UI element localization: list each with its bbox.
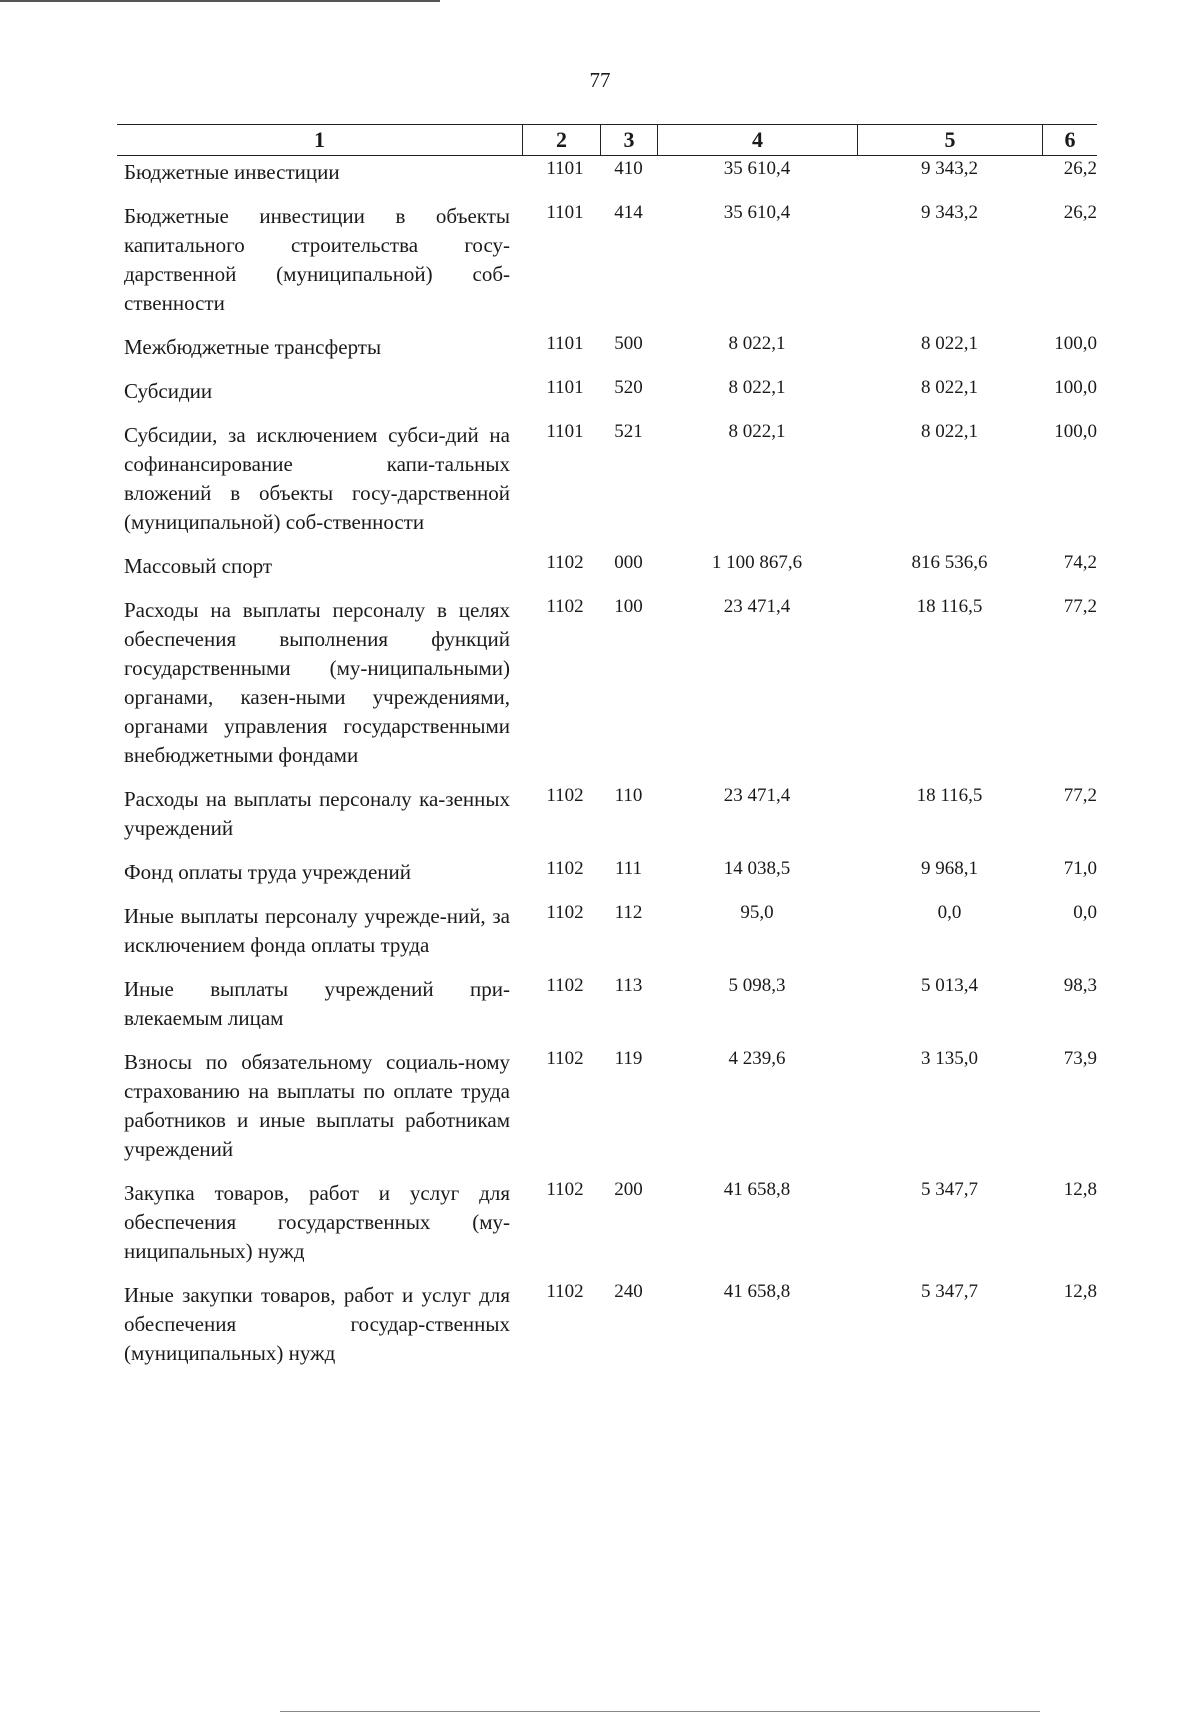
table-row <box>117 902 1097 960</box>
row-executed: 9 343,2 <box>921 202 978 223</box>
row-planned: 35 610,4 <box>723 202 791 223</box>
table-row <box>117 202 1097 318</box>
row-code: 119 <box>614 1048 643 1069</box>
row-executed: 8 022,1 <box>921 377 978 398</box>
row-section: 1101 <box>546 333 584 354</box>
row-executed: 5 347,7 <box>921 1281 978 1302</box>
row-section: 1102 <box>546 552 584 573</box>
row-planned: 5 098,3 <box>728 975 786 996</box>
row-percent: 100,0 <box>1054 377 1097 398</box>
row-section: 1102 <box>546 785 584 806</box>
table-row <box>117 552 1097 581</box>
row-executed: 0,0 <box>937 902 962 923</box>
row-name: Массовый спорт <box>124 554 273 578</box>
table-row <box>117 333 1097 362</box>
row-executed: 8 022,1 <box>921 421 978 442</box>
row-percent: 100,0 <box>1054 333 1097 354</box>
row-section: 1101 <box>546 421 584 442</box>
row-percent: 26,2 <box>1063 158 1097 179</box>
table-row <box>117 377 1097 406</box>
row-executed: 9 343,2 <box>921 158 978 179</box>
row-percent: 71,0 <box>1063 858 1097 879</box>
row-code: 100 <box>614 596 643 617</box>
row-name: Расходы на выплаты персоналу ка-зенных учреждений <box>124 787 510 840</box>
table-body <box>117 158 1097 1368</box>
row-planned: 23 471,4 <box>723 785 791 806</box>
row-planned: 41 658,8 <box>723 1179 791 1200</box>
table-row <box>117 975 1097 1033</box>
top-scan-border <box>0 0 440 2</box>
row-code: 113 <box>614 975 643 996</box>
row-name: Фонд оплаты труда учреждений <box>124 860 411 884</box>
row-percent: 12,8 <box>1063 1281 1097 1302</box>
row-code: 110 <box>614 785 643 806</box>
table-row <box>117 858 1097 887</box>
header-col-4: 4 <box>657 125 857 155</box>
table-row <box>117 1179 1097 1266</box>
row-code: 240 <box>614 1281 643 1302</box>
row-code: 410 <box>614 158 643 179</box>
row-planned: 95,0 <box>740 902 774 923</box>
row-name: Субсидии, за исключением субси-дий на софинансирование капи-тальных вложений в объекты госу-дарственной (муниципальной) соб-ственности <box>124 423 510 534</box>
table-row <box>117 158 1097 187</box>
row-executed: 18 116,5 <box>916 596 983 617</box>
row-code: 111 <box>614 858 643 879</box>
row-percent: 74,2 <box>1063 552 1097 573</box>
row-name: Расходы на выплаты персоналу в целях обеспечения выполнения функций государственными (му-ниципальными) органами, казен-ными учреждениями, органами управления государственными внебюджетными фондами <box>124 598 510 767</box>
table-row <box>117 421 1097 537</box>
row-executed: 3 135,0 <box>921 1048 978 1069</box>
row-name: Субсидии <box>124 379 213 403</box>
row-code: 414 <box>614 202 643 223</box>
row-percent: 12,8 <box>1063 1179 1097 1200</box>
table-header-row <box>117 124 1097 156</box>
table-row <box>117 785 1097 843</box>
row-executed: 9 968,1 <box>921 858 978 879</box>
row-percent: 77,2 <box>1063 785 1097 806</box>
row-planned: 8 022,1 <box>728 421 786 442</box>
row-executed: 816 536,6 <box>911 552 988 573</box>
header-col-2: 2 <box>522 125 600 155</box>
row-percent: 0,0 <box>1073 902 1097 923</box>
row-percent: 73,9 <box>1063 1048 1097 1069</box>
row-planned: 41 658,8 <box>723 1281 791 1302</box>
row-section: 1102 <box>546 596 584 617</box>
row-section: 1102 <box>546 1179 584 1200</box>
row-code: 521 <box>614 421 643 442</box>
row-planned: 1 100 867,6 <box>711 552 803 573</box>
table-row <box>117 1281 1097 1368</box>
row-code: 112 <box>614 902 643 923</box>
row-planned: 35 610,4 <box>723 158 791 179</box>
page-number: 77 <box>589 68 611 92</box>
row-name: Бюджетные инвестиции <box>124 160 340 184</box>
row-section: 1102 <box>546 1048 584 1069</box>
row-executed: 5 013,4 <box>921 975 978 996</box>
row-name: Взносы по обязательному социаль-ному страхованию на выплаты по оплате труда работников и иные выплаты работникам учреждений <box>124 1050 510 1161</box>
row-percent: 77,2 <box>1063 596 1097 617</box>
row-section: 1101 <box>546 158 584 179</box>
row-section: 1102 <box>546 902 584 923</box>
row-planned: 4 239,6 <box>728 1048 786 1069</box>
table-row <box>117 596 1097 770</box>
row-code: 500 <box>614 333 643 354</box>
row-name: Закупка товаров, работ и услуг для обеспечения государственных (му-ниципальных) нужд <box>124 1181 510 1263</box>
header-col-5: 5 <box>857 125 1042 155</box>
row-percent: 98,3 <box>1063 975 1097 996</box>
row-code: 000 <box>614 552 643 573</box>
row-planned: 8 022,1 <box>728 333 786 354</box>
row-planned: 23 471,4 <box>723 596 791 617</box>
header-col-6: 6 <box>1042 125 1097 155</box>
row-name: Иные закупки товаров, работ и услуг для обеспечения государ-ственных (муниципальных) нужд <box>124 1283 510 1365</box>
header-col-3: 3 <box>600 125 657 155</box>
row-planned: 8 022,1 <box>728 377 786 398</box>
row-code: 520 <box>614 377 643 398</box>
row-executed: 8 022,1 <box>921 333 978 354</box>
row-name: Бюджетные инвестиции в объекты капитального строительства госу-дарственной (муниципальной) соб-ственности <box>124 204 510 315</box>
row-code: 200 <box>614 1179 643 1200</box>
row-executed: 18 116,5 <box>916 785 983 806</box>
row-section: 1102 <box>546 975 584 996</box>
row-name: Иные выплаты персоналу учрежде-ний, за исключением фонда оплаты труда <box>124 904 510 957</box>
header-col-1: 1 <box>314 127 325 152</box>
row-section: 1102 <box>546 858 584 879</box>
budget-table <box>117 124 1097 1368</box>
row-section: 1101 <box>546 202 584 223</box>
row-percent: 26,2 <box>1063 202 1097 223</box>
row-section: 1101 <box>546 377 584 398</box>
row-name: Межбюджетные трансферты <box>124 335 382 359</box>
row-planned: 14 038,5 <box>723 858 791 879</box>
bottom-scan-border <box>280 1711 1040 1712</box>
row-section: 1102 <box>546 1281 584 1302</box>
table-row <box>117 1048 1097 1164</box>
row-executed: 5 347,7 <box>921 1179 978 1200</box>
row-name: Иные выплаты учреждений при-влекаемым лицам <box>124 977 510 1030</box>
row-percent: 100,0 <box>1054 421 1097 442</box>
